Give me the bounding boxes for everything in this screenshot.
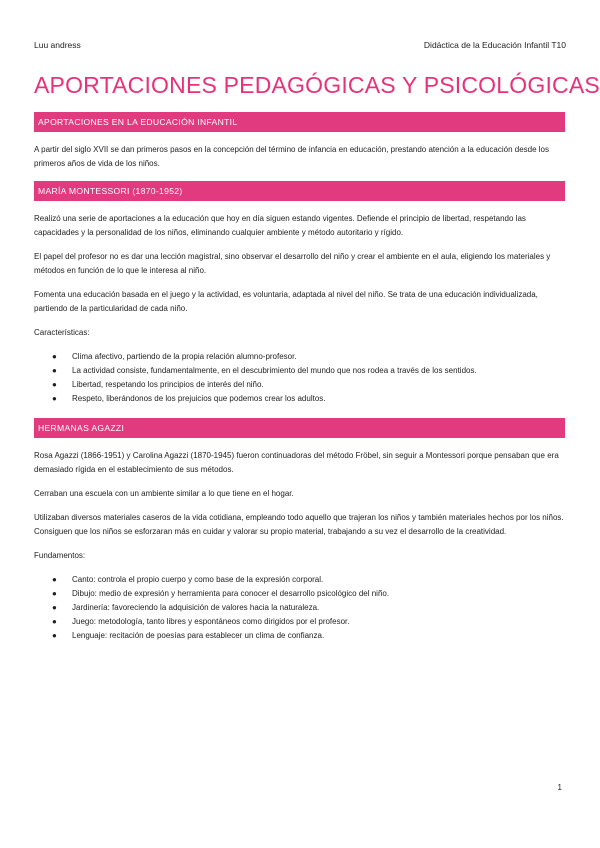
- list-label: Fundamentos:: [34, 551, 86, 560]
- paragraph: Realizó una serie de aportaciones a la educación que hoy en día siguen estando vigentes. Defiende el principio de libertad, respetando las capacidades y la personalidad de los niños, eliminando cualquier ambiente y método autoritario y rígido.: [34, 214, 526, 237]
- paragraph: Cerraban una escuela con un ambiente similar a lo que tiene en el hogar.: [34, 489, 294, 498]
- paragraph: Fomenta una educación basada en el juego y la actividad, es voluntaria, adaptada al nivel del niño. Se trata de una educación individualizada, partiendo de la particularidad de cada niño.: [34, 290, 538, 313]
- section-heading-aportaciones: APORTACIONES EN LA EDUCACIÓN INFANTIL: [34, 112, 565, 132]
- list-item: ● Respeto, liberándonos de los prejuicios que podemos crear los adultos.: [72, 392, 565, 406]
- list-item: ● Juego: metodología, tanto libres y espontáneos como dirigidos por el profesor.: [72, 615, 565, 629]
- characteristics-list: [34, 350, 565, 406]
- bullet-icon: ●: [52, 352, 57, 361]
- bullet-icon: ●: [52, 617, 57, 626]
- list-label: Características:: [34, 328, 90, 337]
- list-item: ● La actividad consiste, fundamentalmente, en el descubrimiento del mundo que nos rodea a través de los sentidos.: [72, 364, 565, 378]
- list-item: ● Jardinería: favoreciendo la adquisición de valores hacia la naturaleza.: [72, 601, 565, 615]
- list-item: ● Libertad, respetando los principios de interés del niño.: [72, 378, 565, 392]
- section-heading-agazzi: HERMANAS AGAZZI: [34, 418, 565, 438]
- list-item: ● Clima afectivo, partiendo de la propia relación alumno-profesor.: [72, 350, 565, 364]
- page-number: 1: [557, 783, 562, 792]
- paragraph: Utilizaban diversos materiales caseros de la vida cotidiana, empleando todo aquello que trajeran los niños y también materiales hechos por los niños. Consiguen que los niños se esforzaran más en cuidar y valorar su propio material, trabajando a su vez el desarrollo de la creatividad.: [34, 513, 564, 536]
- page-header: [34, 40, 566, 50]
- section-heading-montessori: MARÍA MONTESSORI (1870-1952): [34, 181, 565, 201]
- bullet-icon: ●: [52, 589, 57, 598]
- page-title: APORTACIONES PEDAGÓGICAS Y PSICOLÓGICAS: [34, 72, 600, 98]
- list-item: ● Lenguaje: recitación de poesías para establecer un clima de confianza.: [72, 629, 565, 643]
- bullet-icon: ●: [52, 366, 57, 375]
- paragraph: El papel del profesor no es dar una lección magistral, sino observar el desarrollo del niño y crear el ambiente en el aula, eligiendo los materiales y métodos en función de lo que le interesa al niño.: [34, 252, 551, 275]
- bullet-icon: ●: [52, 631, 57, 640]
- header-author: Luu andress: [34, 40, 81, 50]
- bullet-icon: ●: [52, 394, 57, 403]
- fundamentals-list: [34, 573, 565, 643]
- bullet-icon: ●: [52, 380, 57, 389]
- header-course: Didáctica de la Educación Infantil T10: [423, 40, 566, 50]
- paragraph: A partir del siglo XVII se dan primeros pasos en la concepción del término de infancia en educación, prestando atención a la educación desde los primeros años de vida de los niños.: [34, 145, 549, 168]
- bullet-icon: ●: [52, 575, 57, 584]
- list-item: ● Canto: controla el propio cuerpo y como base de la expresión corporal.: [72, 573, 565, 587]
- bullet-icon: ●: [52, 603, 57, 612]
- document-body: [34, 112, 565, 655]
- list-item: ● Dibujo: medio de expresión y herramienta para conocer el desarrollo psicológico del niño.: [72, 587, 565, 601]
- paragraph: Rosa Agazzi (1866-1951) y Carolina Agazzi (1870-1945) fueron continuadoras del método Fröbel, sin seguir a Montessori porque pensaban que era demasiado rígida en el establecimiento de sus métodos.: [34, 451, 559, 474]
